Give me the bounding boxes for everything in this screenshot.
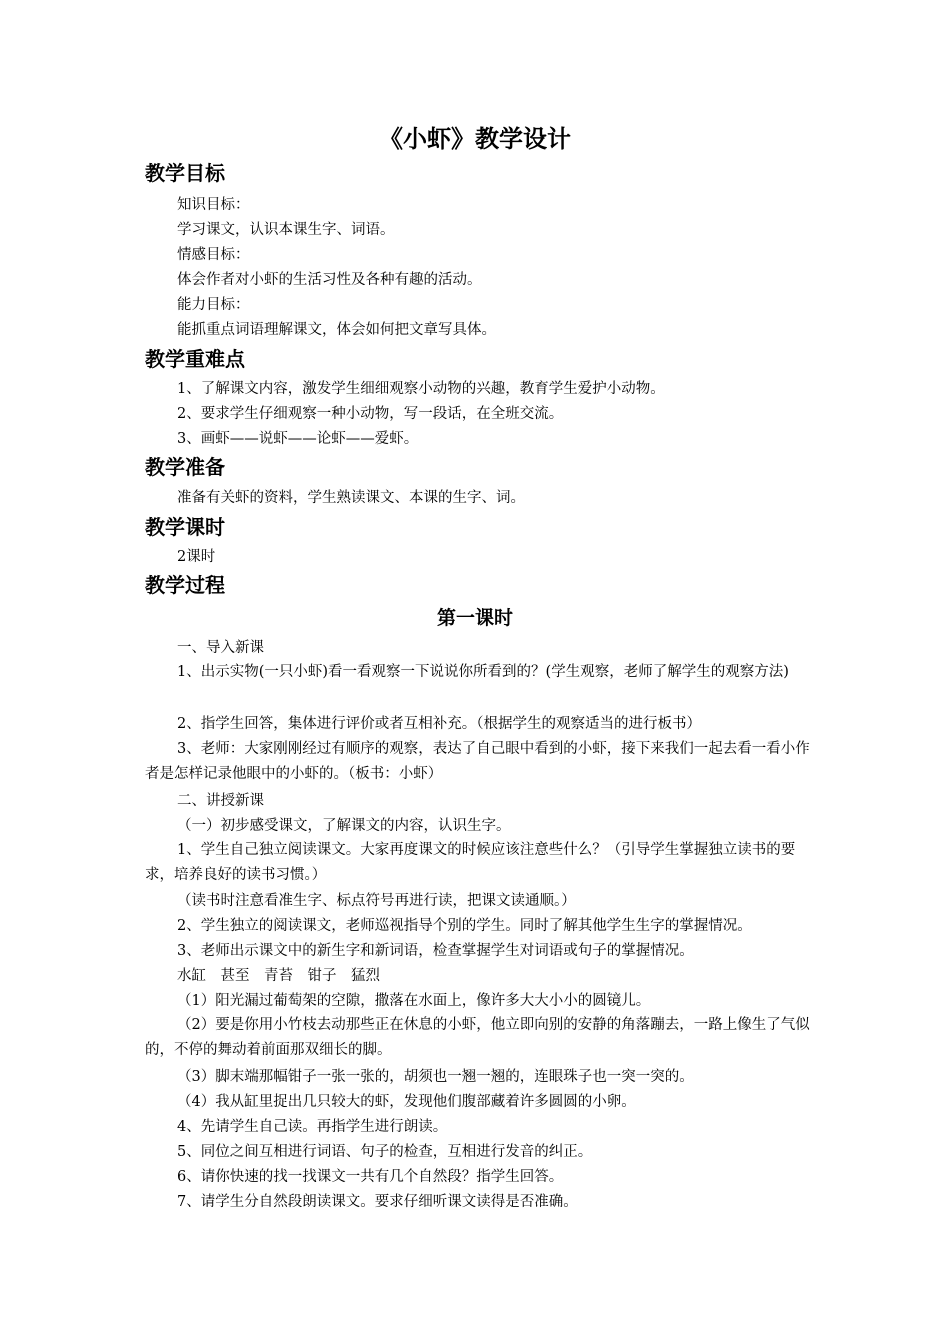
goals-line: 能抓重点词语理解课文，体会如何把文章写具体。 xyxy=(177,322,496,338)
sentence-line: （4）我从缸里捉出几只较大的虾，发现他们腹部藏着许多圆圆的小卵。 xyxy=(177,1094,636,1110)
goals-line: 知识目标： xyxy=(177,197,250,213)
process-line: 二、讲授新课 xyxy=(177,793,264,809)
process-line: 一、导入新课 xyxy=(177,640,264,656)
heading-hours: 教学课时 xyxy=(145,515,225,539)
hours-line: 2课时 xyxy=(177,549,216,565)
key-point-line: 2、要求学生仔细观察一种小动物，写一段话，在全班交流。 xyxy=(177,406,564,422)
goals-line: 能力目标： xyxy=(177,297,250,313)
process-line: 7、请学生分自然段朗读课文。要求仔细听课文读得是否准确。 xyxy=(177,1194,578,1210)
key-point-line: 3、画虾——说虾——论虾——爱虾。 xyxy=(177,431,419,447)
process-line: 3、老师出示课文中的新生字和新词语，检查掌握学生对词语或句子的掌握情况。 xyxy=(177,943,694,959)
lesson-title: 第一课时 xyxy=(436,607,513,629)
goals-line: 情感目标： xyxy=(177,247,250,263)
process-line: 4、先请学生自己读。再指学生进行朗读。 xyxy=(177,1119,448,1135)
vocabulary-line: 水缸 甚至 青苔 钳子 猛烈 xyxy=(177,968,380,984)
heading-goals: 教学目标 xyxy=(145,161,225,185)
heading-key-points: 教学重难点 xyxy=(145,347,245,371)
process-line: （一）初步感受课文，了解课文的内容，认识生字。 xyxy=(177,818,511,834)
goals-line: 学习课文，认识本课生字、词语。 xyxy=(177,222,395,238)
process-paragraph: 1、学生自己独立阅读课文。大家再度课文的时候应该注意些什么？（引导学生掌握独立读书的要求，培养良好的读书习惯。） xyxy=(145,842,796,883)
heading-process: 教学过程 xyxy=(145,573,225,597)
process-line: 6、请你快速的找一找课文一共有几个自然段？指学生回答。 xyxy=(177,1169,564,1185)
preparation-line: 准备有关虾的资料，学生熟读课文、本课的生字、词。 xyxy=(177,490,525,506)
sentence-paragraph: （2）要是你用小竹枝去动那些正在休息的小虾，他立即向别的安静的角落蹦去，一路上像生了气似的，不停的舞动着前面那双细长的脚。 xyxy=(145,1017,810,1058)
document-title: 《小虾》教学设计 xyxy=(379,125,571,153)
process-paragraph: 3、老师：大家刚刚经过有顺序的观察，表达了自己眼中看到的小虾，接下来我们一起去看一看小作者是怎样记录他眼中的小虾的。（板书：小虾） xyxy=(145,741,810,782)
process-line: 5、同位之间互相进行词语、句子的检查，互相进行发音的纠正。 xyxy=(177,1144,593,1160)
process-paragraph: 1、出示实物(一只小虾)看一看观察一下说说你所看到的？(学生观察，老师了解学生的观察方法) xyxy=(177,664,789,680)
process-line: 2、指学生回答，集体进行评价或者互相补充。（根据学生的观察适当的进行板书） xyxy=(177,716,701,732)
heading-preparation: 教学准备 xyxy=(145,455,225,479)
key-point-line: 1、了解课文内容，激发学生细细观察小动物的兴趣，教育学生爱护小动物。 xyxy=(177,381,665,397)
sentence-line: （3）脚末端那幅钳子一张一张的，胡须也一翘一翘的，连眼珠子也一突一突的。 xyxy=(177,1069,694,1085)
goals-line: 体会作者对小虾的生活习性及各种有趣的活动。 xyxy=(177,272,482,288)
process-line: （读书时注意看准生字、标点符号再进行读，把课文读通顺。） xyxy=(177,893,576,909)
sentence-line: （1）阳光漏过葡萄架的空隙，撒落在水面上，像许多大大小小的圆镜儿。 xyxy=(177,993,651,1009)
process-line: 2、学生独立的阅读课文，老师巡视指导个别的学生。同时了解其他学生生字的掌握情况。 xyxy=(177,918,752,934)
